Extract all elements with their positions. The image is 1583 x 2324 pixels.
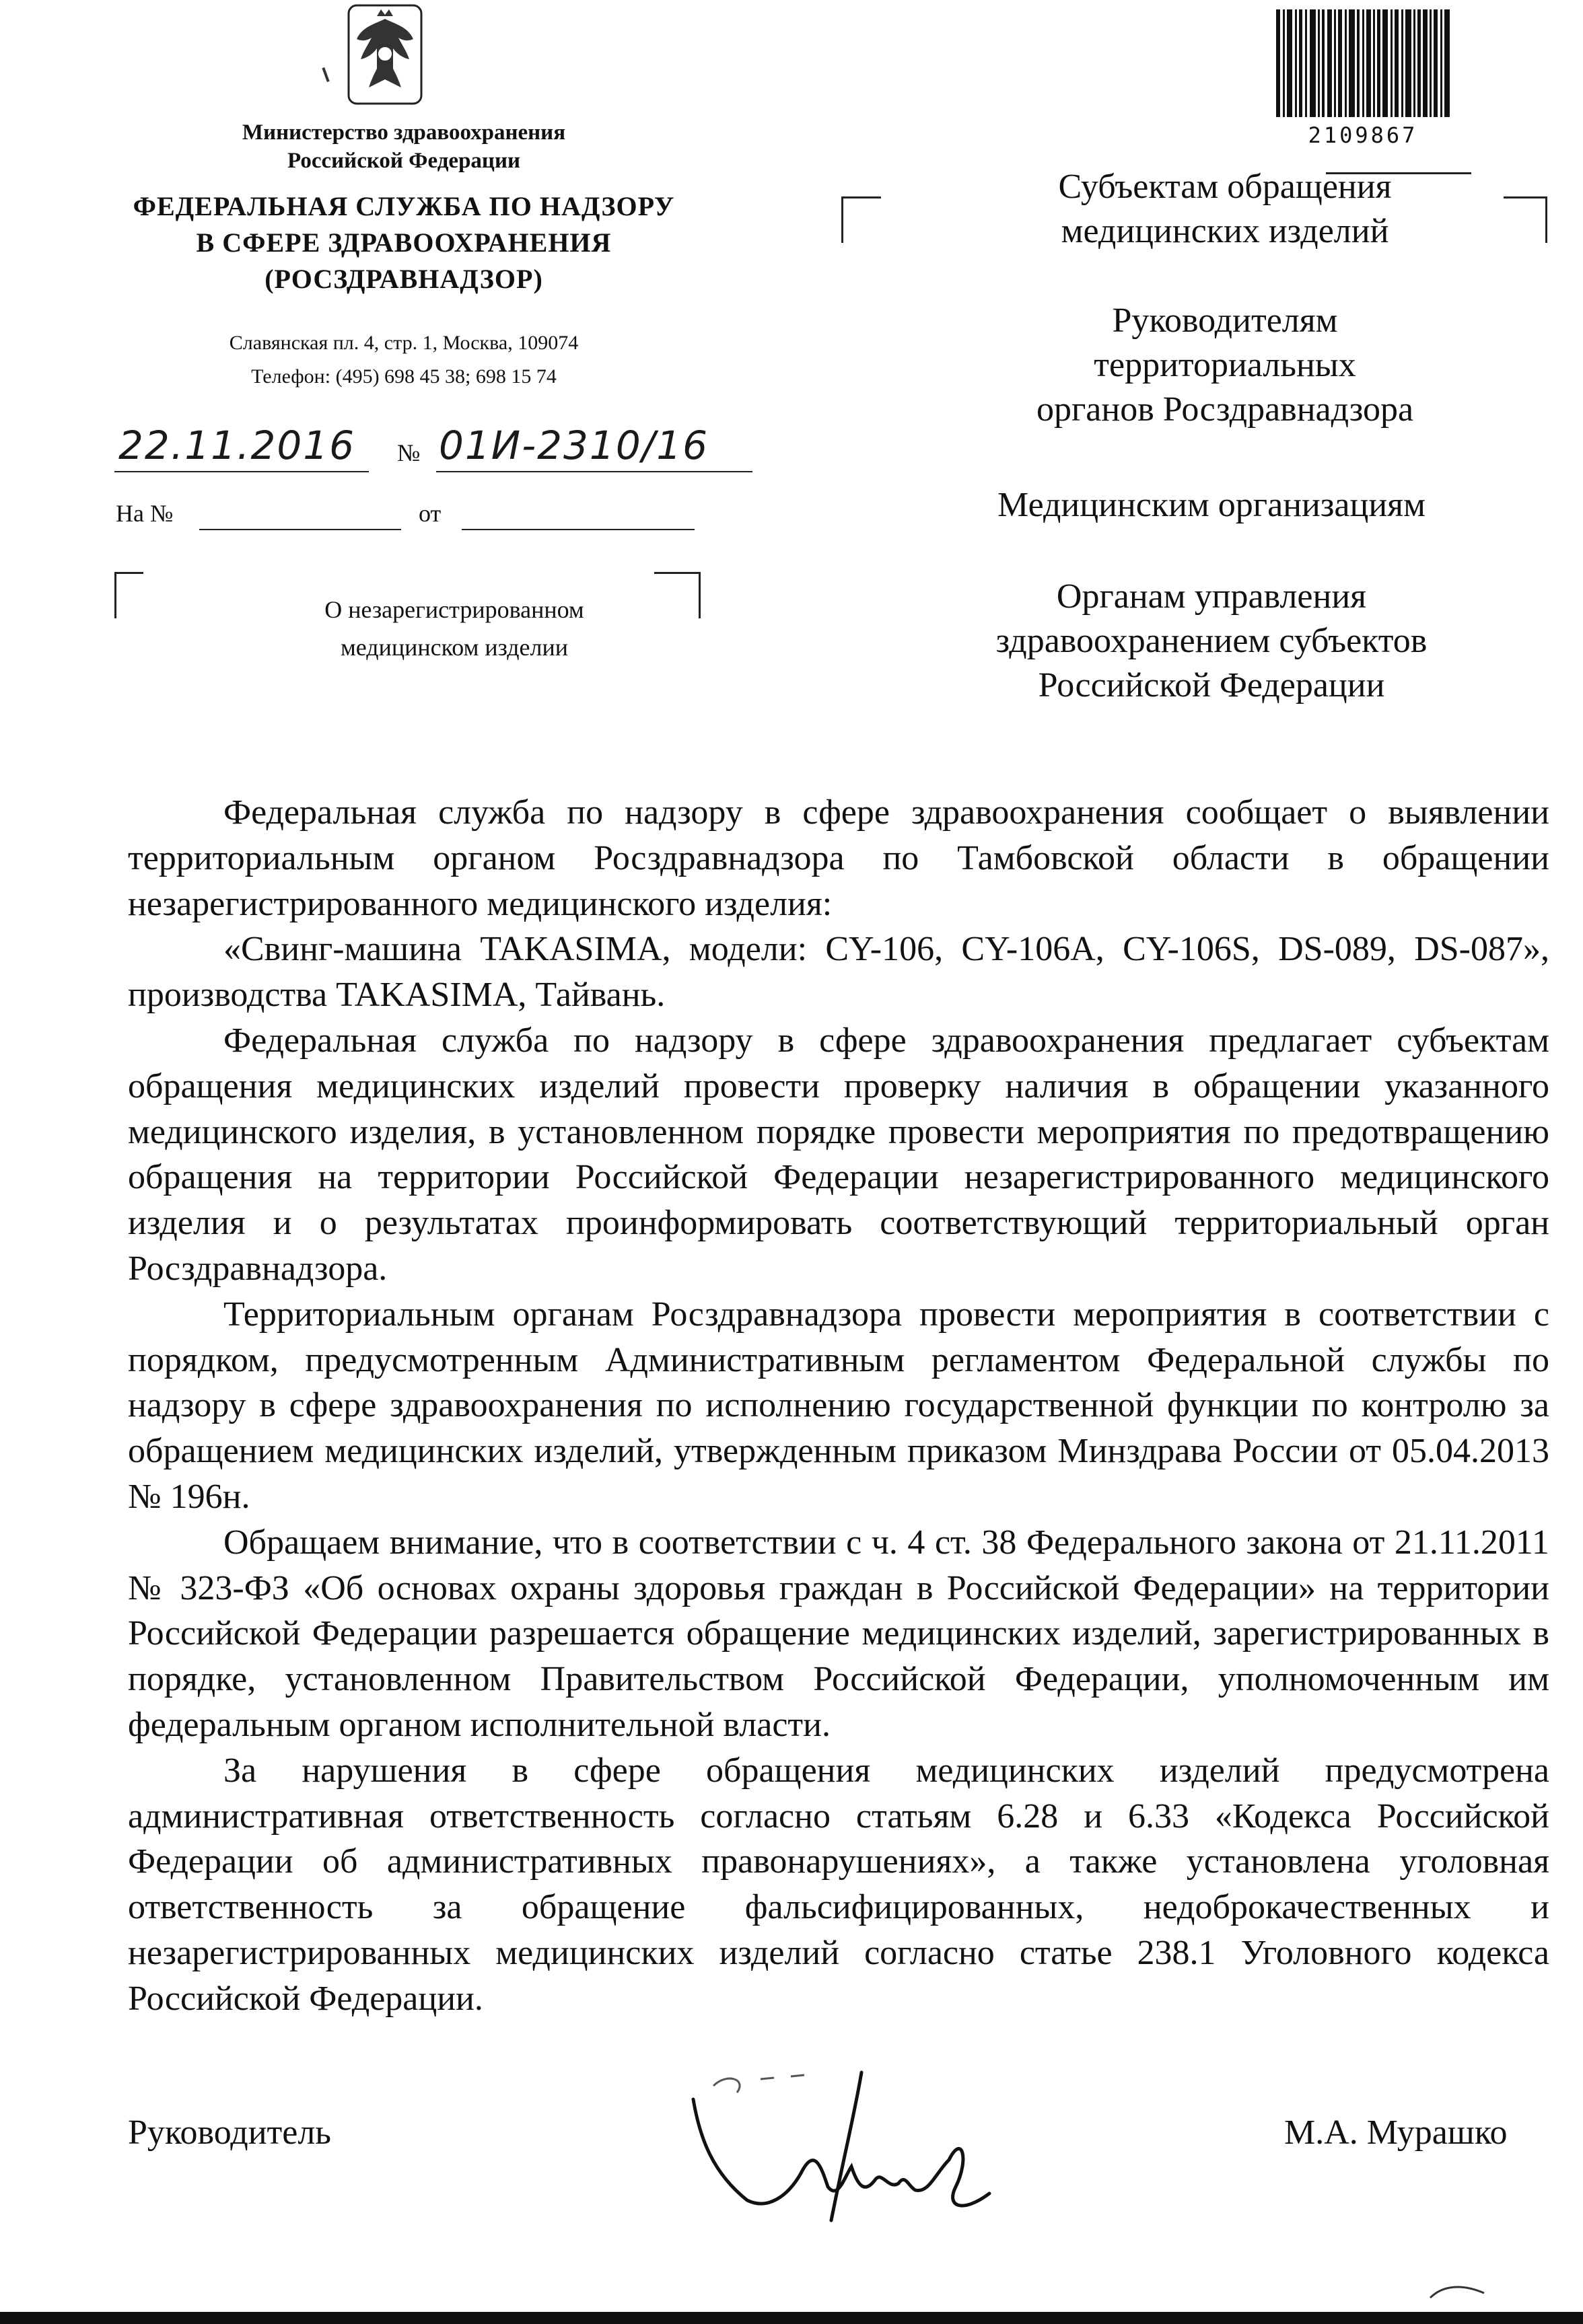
scan-mark-icon — [1427, 2281, 1487, 2301]
agency-address: Славянская пл. 4, стр. 1, Москва, 109074 Телефон: (495) 698 45 38; 698 15 74 — [229, 332, 579, 388]
number-underline — [436, 471, 752, 472]
body-paragraph-2: «Свинг-машина TAKASIMA, модели: CY-106, CY-106A, CY-106S, DS-089, DS-087», производства TAKASIMA, Тайвань. — [128, 930, 1549, 1015]
barcode-number: 2109867 — [1308, 122, 1418, 148]
number-sign: № — [397, 439, 421, 466]
signatory-name: М.А. Мурашко — [1284, 2113, 1508, 2152]
signatory-title: Руководитель — [128, 2113, 331, 2152]
body-paragraph-1: Федеральная служба по надзору в сфере здравоохранения сообщает о выявлении территориальным органом Росздравнадзора по Тамбовской области в обращении незарегистрированного медицинского изделия: — [128, 793, 1549, 923]
addressee-corner-left — [841, 196, 881, 243]
registration-number: 01И-2310/16 — [439, 423, 709, 468]
addressee-subjects: Субъектам обращения медицинских изделий — [1058, 168, 1392, 250]
reference-date-blank — [462, 529, 695, 530]
letter-subject: О незарегистрированном медицинском изделии — [324, 596, 584, 661]
body-paragraph-5: Обращаем внимание, что в соответствии с ч. 4 ст. 38 Федерального закона от 21.11.2011 № 323-ФЗ «Об основах охраны здоровья граждан в Российской Федерации» на территории Российской Федерации разрешается обращение медицинских изделий, зарегистрированных в порядке, установленном Правительством Российской Федерации, уполномоченным им федеральным органом исполнительной власти. — [128, 1523, 1549, 1744]
addressee-medical-organizations: Медицинским организациям — [997, 486, 1426, 524]
addressee-territorial-heads: Руководителям территориальных органов Росздравнадзора — [1036, 301, 1414, 429]
ministry-name: Министерство здравоохранения Российской Федерации — [242, 120, 566, 173]
body-paragraph-6: За нарушения в сфере обращения медицинских изделий предусмотрена административная ответственность согласно статьям 6.28 и 6.33 «Кодекса Российской Федерации об административных правонарушениях», а также установлена уголовная ответственность за обращение фальсифицированных, недоброкачественных и незарегистрированных медицинских изделий согласно статье 238.1 Уголовного кодекса Российской Федерации. — [128, 1751, 1549, 2018]
date-underline — [114, 471, 369, 472]
state-emblem-icon — [347, 4, 423, 105]
addressee-health-authorities: Органам управления здравоохранением субъектов Российской Федерации — [995, 577, 1428, 704]
handwritten-signature-icon — [673, 2059, 1023, 2247]
subject-corner-left — [114, 572, 143, 618]
body-paragraph-4: Территориальным органам Росздравнадзора провести мероприятия в соответствии с порядком, предусмотренным Административным регламентом Федеральной службы по надзору в сфере здравоохранения по исполнению государственной функции по контролю за обращением медицинских изделий, утвержденным приказом Минздрава России от 05.04.2013 № 196н. — [128, 1295, 1549, 1516]
reference-date-label: от — [419, 500, 442, 527]
registration-date: 22.11.2016 — [118, 423, 356, 468]
ministry-tick — [322, 67, 329, 82]
agency-name: ФЕДЕРАЛЬНАЯ СЛУЖБА ПО НАДЗОРУ В СФЕРЕ ЗДРАВООХРАНЕНИЯ (РОСЗДРАВНАДЗОР) — [133, 191, 675, 294]
barcode-icon — [1276, 9, 1450, 117]
reference-number-blank — [199, 529, 401, 530]
letter-body — [128, 790, 1549, 2022]
reference-number-label: На № — [116, 500, 174, 527]
body-paragraph-3: Федеральная служба по надзору в сфере здравоохранения предлагает субъектам обращения медицинских изделий провести проверку наличия в обращении указанного медицинского изделия, в установленном порядке провести мероприятия по предотвращению обращения на территории Российской Федерации незарегистрированного медицинского изделия и о результатах проинформировать соответствующий территориальный орган Росздравнадзора. — [128, 1021, 1549, 1288]
scan-edge-bar — [0, 2312, 1583, 2324]
addressee-corner-right — [1504, 196, 1547, 243]
